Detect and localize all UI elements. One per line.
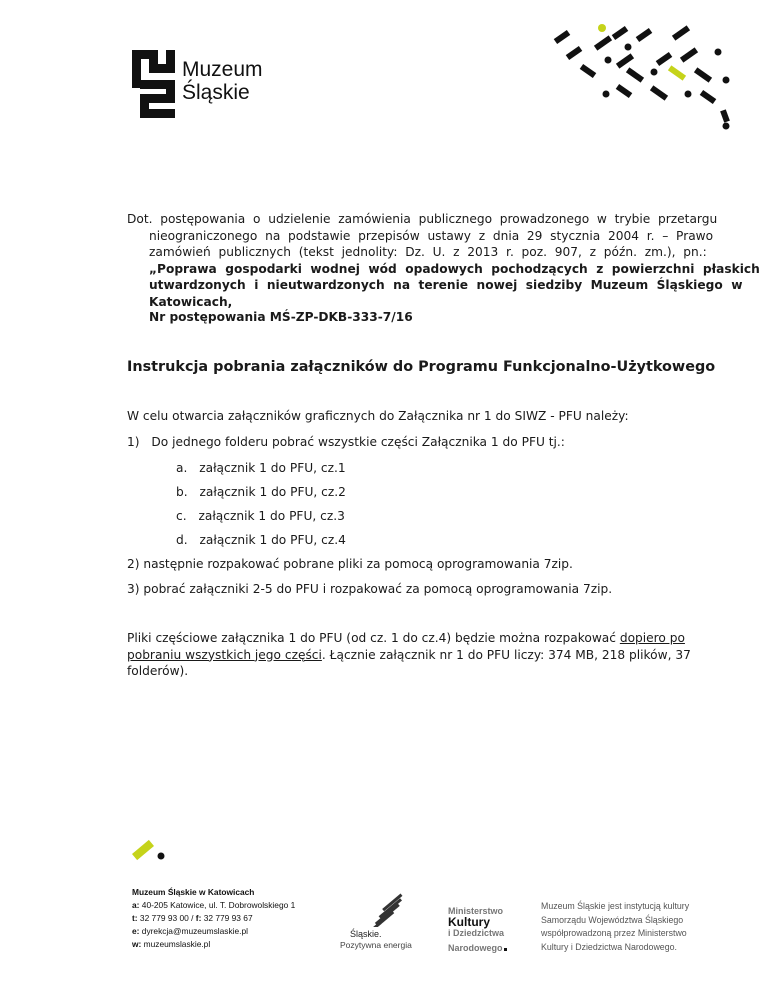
website-link[interactable]: muzeumslaskie.pl <box>143 939 211 949</box>
logo-text-line1: Muzeum <box>182 58 263 81</box>
list-item <box>176 460 346 477</box>
slaskie-wave-icon <box>370 893 410 927</box>
step-3: 3) pobrać załączniki 2-5 do PFU i rozpakować za pomocą oprogramowania 7zip. <box>127 582 613 596</box>
note-text: folderów). <box>127 664 189 678</box>
list-item <box>176 532 346 549</box>
footer-org-name: Muzeum Śląskie w Katowicach <box>132 887 255 897</box>
footer-contact <box>132 886 332 951</box>
ministry-dot-icon <box>504 948 507 951</box>
instruction-intro: W celu otwarcia załączników graficznych do Załącznika nr 1 do SIWZ - PFU należy: <box>127 409 629 423</box>
document-title: Instrukcja pobrania załączników do Programu Funkcjonalno-Użytkowego <box>127 359 716 375</box>
intro-line: zamówień publicznych (tekst jednolity: Dz. U. z 2013 r. poz. 907, z późn. zm.), pn.: <box>149 245 707 259</box>
phone-text: 32 779 93 00 / <box>139 913 194 923</box>
museum-logo <box>132 50 282 120</box>
ministry-line: Ministerstwo <box>448 906 504 916</box>
ministry-logo <box>448 906 528 956</box>
decorative-pattern-graphic <box>550 22 740 132</box>
footer-note-line: współprowadzoną przez Ministerstwo <box>541 928 687 938</box>
intro-paragraph <box>127 211 760 310</box>
note-underlined-text: dopiero po <box>619 631 685 645</box>
list-item-letter: b. <box>176 485 188 499</box>
project-title-line: „Poprawa gospodarki wodnej wód opadowych pochodzących z powierzchni płaskich <box>149 261 760 276</box>
step-1 <box>127 434 565 451</box>
slaskie-tagline: Pozytywna energia <box>340 940 412 950</box>
footer-institution-note <box>541 900 721 954</box>
footer-note-line: Muzeum Śląskie jest instytucją kultury <box>541 901 690 911</box>
list-item-text: załącznik 1 do PFU, cz.2 <box>199 485 346 499</box>
web-label: w: <box>132 939 142 949</box>
ministry-line: Narodowego <box>448 943 503 953</box>
list-item-text: załącznik 1 do PFU, cz.3 <box>198 509 345 523</box>
step-2: 2) następnie rozpakować pobrane pliki za pomocą oprogramowania 7zip. <box>127 557 573 571</box>
address-text: 40-205 Katowice, ul. T. Dobrowolskiego 1 <box>141 900 296 910</box>
ministry-line: Kultury <box>448 915 490 929</box>
phone-label: t: <box>132 913 138 923</box>
footer-logo-mark <box>132 838 172 868</box>
fax-text: 32 779 93 67 <box>203 913 253 923</box>
step-1-number: 1) <box>127 435 140 449</box>
ministry-line: i Dziedzictwa <box>448 928 505 938</box>
footer-note-line: Kultury i Dziedzictwa Narodowego. <box>541 941 677 952</box>
logo-text-line2: Śląskie <box>182 81 250 104</box>
footer-note-line: Samorządu Województwa Śląskiego <box>541 914 684 925</box>
slaskie-name: Śląskie. <box>350 929 382 939</box>
project-title-line: Katowicach, <box>149 294 233 309</box>
list-item <box>176 508 345 525</box>
note-underlined-text: pobraniu wszystkich jego części <box>127 647 322 662</box>
intro-line: Dot. postępowania o udzielenie zamówienia publicznego prowadzonego w trybie przetargu <box>127 212 718 226</box>
note-paragraph <box>127 630 691 680</box>
list-item-text: załącznik 1 do PFU, cz.1 <box>199 461 346 475</box>
list-item-text: załącznik 1 do PFU, cz.4 <box>199 533 346 547</box>
list-item-letter: a. <box>176 461 188 475</box>
list-item <box>176 484 346 501</box>
list-item-letter: c. <box>176 509 187 523</box>
step-1-text: Do jednego folderu pobrać wszystkie części Załącznika 1 do PFU tj.: <box>151 435 565 449</box>
intro-line: nieograniczonego na podstawie przepisów ustawy z dnia 29 stycznia 2004 r. – Prawo <box>149 228 714 243</box>
fax-label: f: <box>195 913 202 923</box>
email-label: e: <box>132 926 140 936</box>
slaskie-logo <box>340 893 420 953</box>
address-label: a: <box>132 900 140 910</box>
note-text: . Łącznie załącznik nr 1 do PFU liczy: 374 MB, 218 plików, 37 <box>321 647 691 662</box>
museum-logo-mark <box>132 50 176 118</box>
email-link[interactable]: dyrekcja@muzeumslaskie.pl <box>141 926 249 936</box>
note-text: Pliki częściowe załącznika 1 do PFU (od cz. 1 do cz.4) będzie można rozpakować <box>127 631 620 645</box>
project-title-line: utwardzonych i nieutwardzonych na terenie nowej siedziby Muzeum Śląskiego w <box>149 278 743 292</box>
list-item-letter: d. <box>176 533 188 547</box>
case-number: Nr postępowania MŚ-ZP-DKB-333-7/16 <box>149 310 413 324</box>
